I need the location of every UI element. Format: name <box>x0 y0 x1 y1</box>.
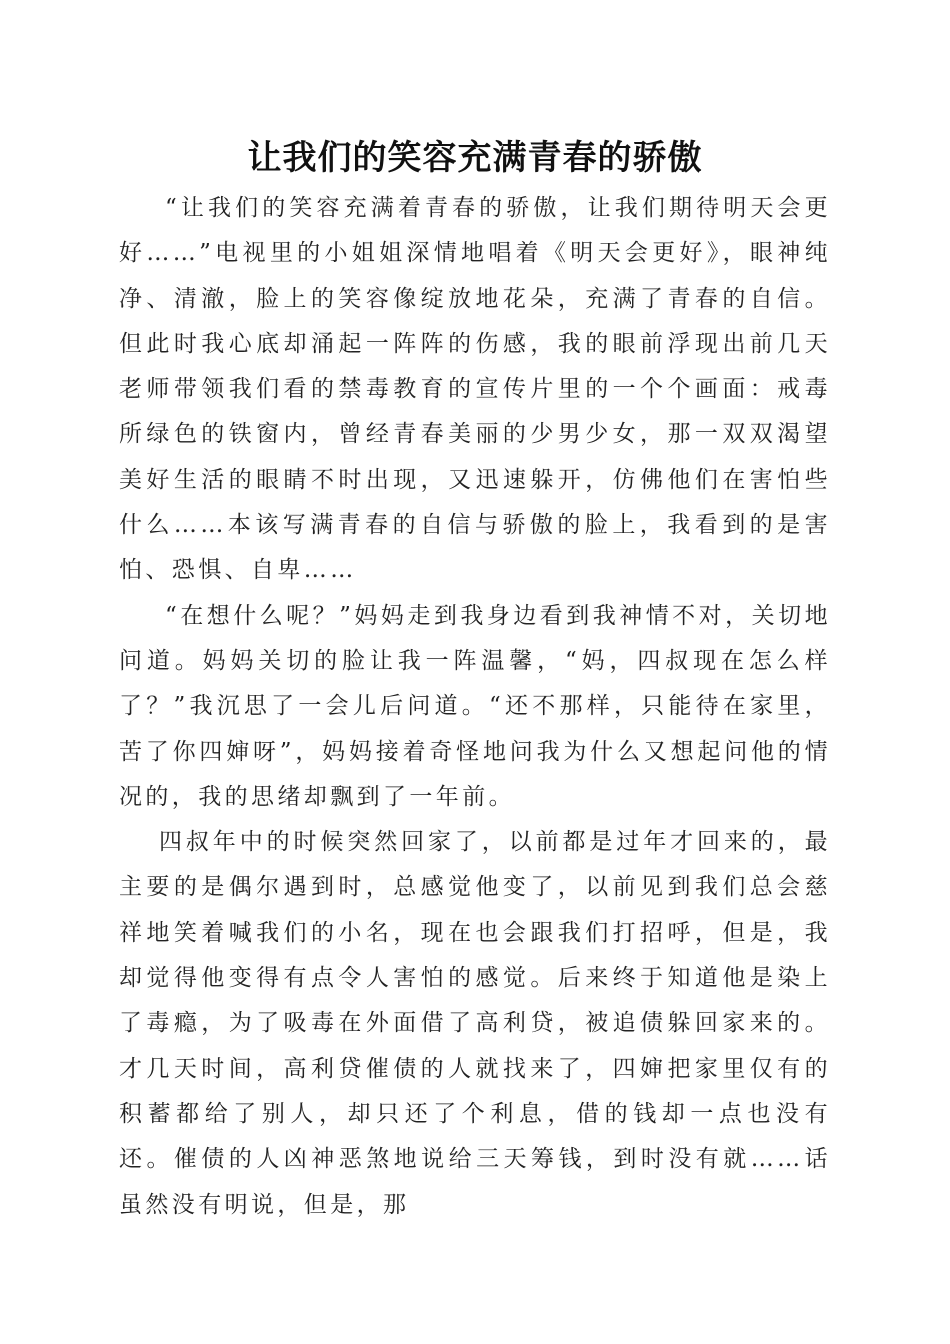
paragraph-1: “让我们的笑容充满着青春的骄傲，让我们期待明天会更好……”电视里的小姐姐深情地唱着《明天会更好》，眼神纯净、清澈，脸上的笑容像绽放地花朵，充满了青春的自信。但此时我心底却涌起一阵阵的伤感，我的眼前浮现出前几天老师带领我们看的禁毒教育的宣传片里的一个个画面：戒毒所绿色的铁窗内，曾经青春美丽的少男少女，那一双双渴望美好生活的眼睛不时出现，又迅速躲开，仿佛他们在害怕些什么……本该写满青春的自信与骄傲的脸上，我看到的是害怕、恐惧、自卑…… <box>119 195 831 584</box>
document-body <box>119 186 831 1228</box>
paragraph-2: “在想什么呢？”妈妈走到我身边看到我神情不对，关切地问道。妈妈关切的脸让我一阵温馨，“妈，四叔现在怎么样了？”我沉思了一会儿后问道。“还不那样，只能待在家里，苦了你四婶呀”，妈妈接着奇怪地问我为什么又想起问他的情况的，我的思绪却飘到了一年前。 <box>119 602 831 810</box>
document-title: 让我们的笑容充满青春的骄傲 <box>247 138 703 178</box>
paragraph-3: 四叔年中的时候突然回家了，以前都是过年才回来的，最主要的是偶尔遇到时，总感觉他变了，以前见到我们总会慈祥地笑着喊我们的小名，现在也会跟我们打招呼，但是，我却觉得他变得有点令人害怕的感觉。后来终于知道他是染上了毒瘾，为了吸毒在外面借了高利贷，被追债躲回家来的。才几天时间，高利贷催债的人就找来了，四婶把家里仅有的积蓄都给了别人，却只还了个利息，借的钱却一点也没有还。催债的人凶神恶煞地说给三天筹钱，到时没有就……话虽然没有明说，但是，那 <box>119 829 831 1218</box>
